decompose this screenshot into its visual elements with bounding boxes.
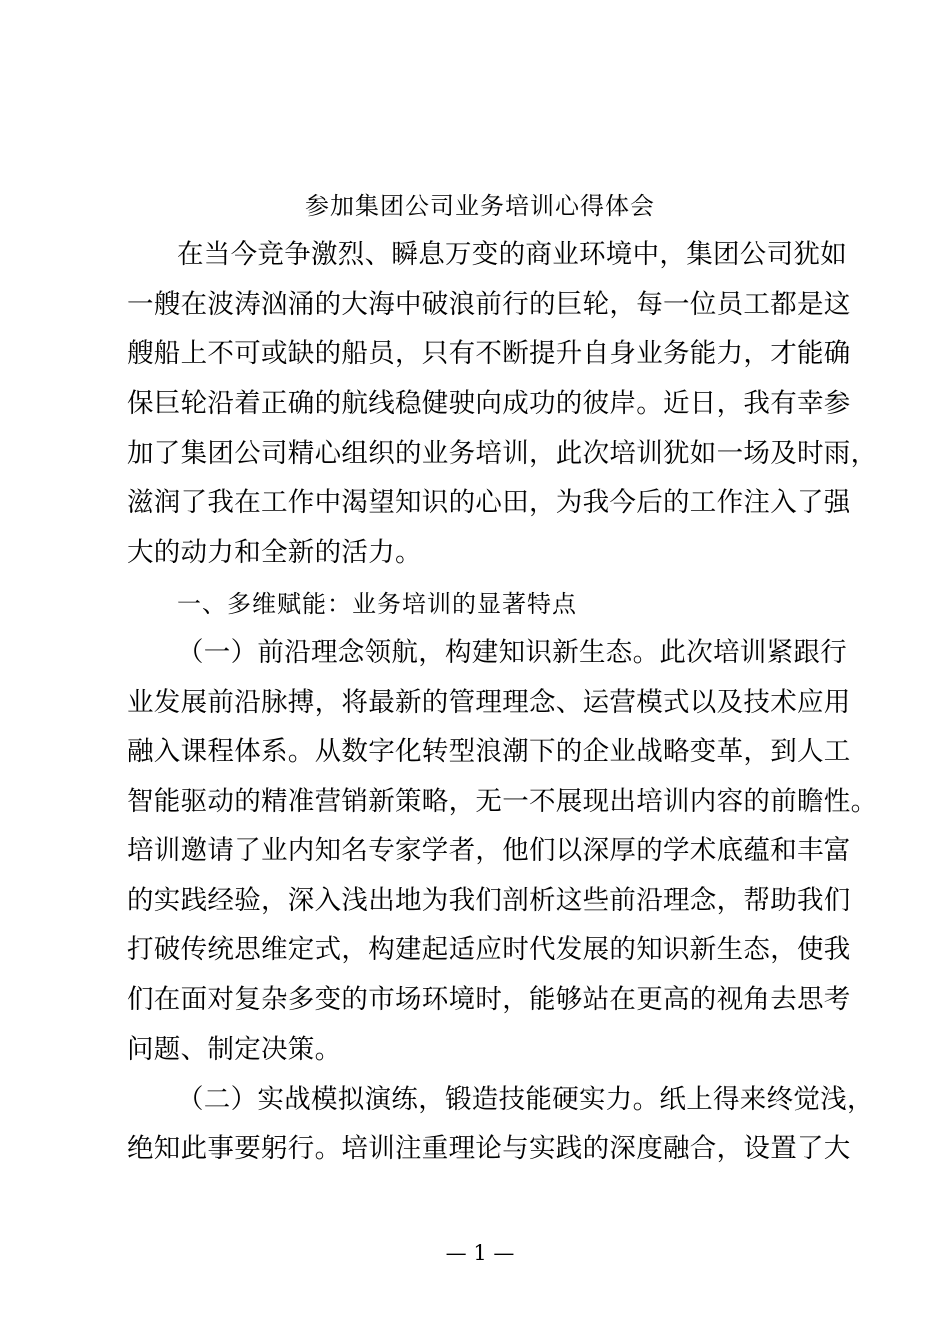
paragraph-line: 的实践经验，深入浅出地为我们剖析这些前沿理念，帮助我们 [127, 885, 851, 916]
paragraph-line: （二）实战模拟演练，锻造技能硬实力。纸上得来终觉浅， [177, 1084, 874, 1115]
paragraph-line: 绝知此事要躬行。培训注重理论与实践的深度融合，设置了大 [127, 1133, 851, 1164]
paragraph-line: 一艘在波涛汹涌的大海中破浪前行的巨轮，每一位员工都是这 [127, 289, 851, 320]
paragraph-line: 智能驱动的精准营销新策略，无一不展现出培训内容的前瞻性。 [127, 786, 878, 817]
paragraph-line: 业发展前沿脉搏，将最新的管理理念、运营模式以及技术应用 [127, 687, 851, 718]
paragraph-line: 艘船上不可或缺的船员，只有不断提升自身业务能力，才能确 [127, 338, 851, 369]
paragraph-line: 融入课程体系。从数字化转型浪潮下的企业战略变革，到人工 [127, 736, 851, 767]
paragraph-line: 培训邀请了业内知名专家学者，他们以深厚的学术底蕴和丰富 [127, 835, 851, 866]
paragraph-line: 问题、制定决策。 [127, 1034, 342, 1065]
paragraph-line: 在当今竞争激烈、瞬息万变的商业环境中，集团公司犹如 [177, 239, 847, 270]
paragraph-line: （一）前沿理念领航，构建知识新生态。此次培训紧跟行 [177, 637, 847, 668]
paragraph-line: 大的动力和全新的活力。 [127, 537, 422, 568]
paragraph-line: 保巨轮沿着正确的航线稳健驶向成功的彼岸。近日，我有幸参 [127, 388, 851, 419]
document-title: 参加集团公司业务培训心得体会 [305, 192, 655, 220]
page-number: — 1 — [445, 1241, 515, 1265]
paragraph-line: 打破传统思维定式，构建起适应时代发展的知识新生态，使我 [127, 934, 851, 965]
paragraph-line: 加了集团公司精心组织的业务培训，此次培训犹如一场及时雨， [127, 438, 878, 469]
section-heading: 一、多维赋能：业务培训的显著特点 [177, 590, 577, 618]
paragraph-line: 们在面对复杂多变的市场环境时，能够站在更高的视角去思考 [127, 984, 851, 1015]
paragraph-line: 滋润了我在工作中渴望知识的心田，为我今后的工作注入了强 [127, 487, 851, 518]
